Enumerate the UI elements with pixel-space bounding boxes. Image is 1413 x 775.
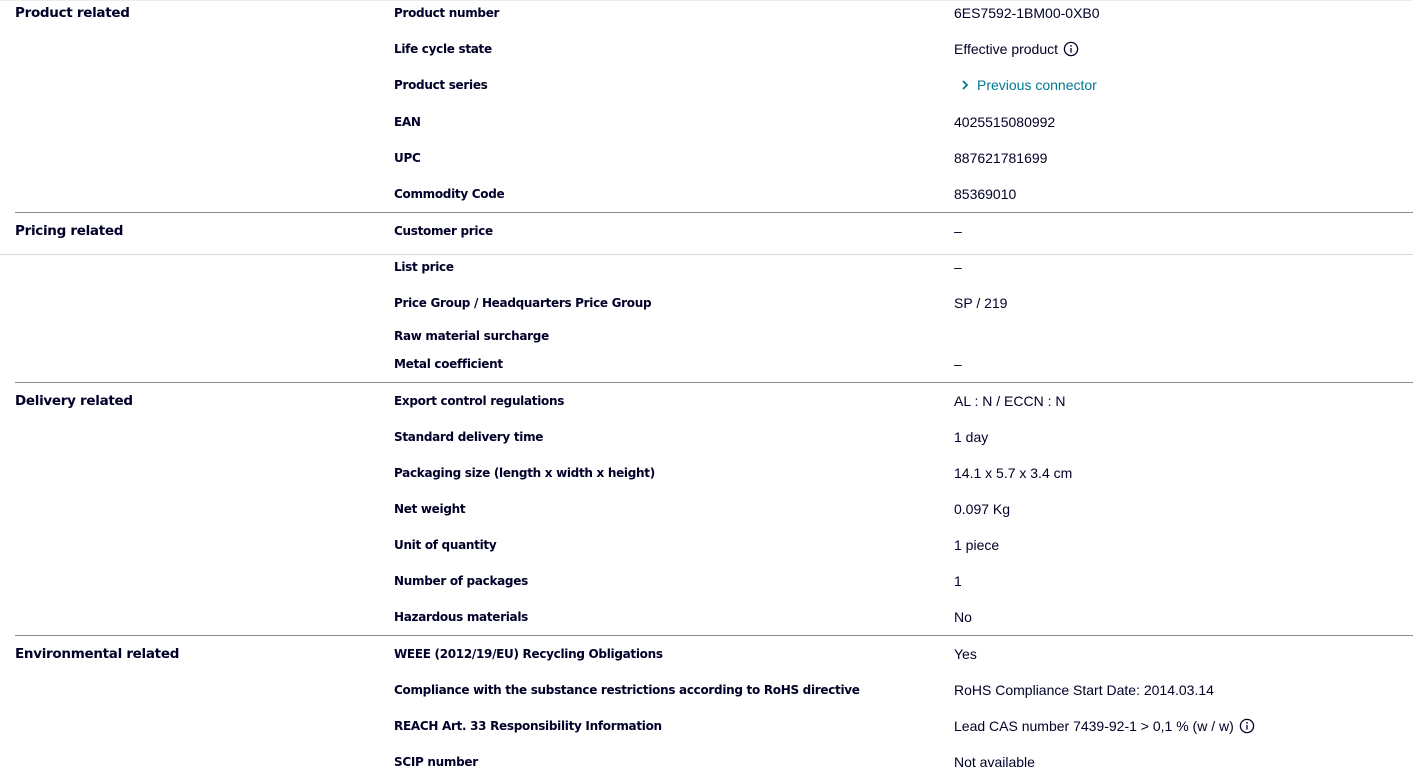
value-life-cycle-state — [954, 40, 1079, 58]
label-export-control: Export control regulations — [394, 394, 565, 408]
label-price-group: Price Group / Headquarters Price Group — [394, 296, 652, 310]
label-metal-coefficient: Metal coefficient — [394, 357, 503, 371]
label-unit-of-quantity: Unit of quantity — [394, 538, 497, 552]
label-product-series: Product series — [394, 78, 488, 92]
section-title-product: Product related — [15, 5, 130, 21]
label-scip-number: SCIP number — [394, 755, 478, 769]
label-commodity-code: Commodity Code — [394, 187, 505, 201]
label-number-of-packages: Number of packages — [394, 574, 528, 588]
label-hazardous-materials: Hazardous materials — [394, 610, 528, 624]
value-ean: 4025515080992 — [954, 114, 1056, 130]
value-price-group: SP / 219 — [954, 295, 1008, 311]
value-customer-price: – — [954, 223, 962, 239]
section-title-delivery: Delivery related — [15, 393, 133, 409]
value-list-price: – — [954, 259, 962, 275]
label-product-number: Product number — [394, 6, 500, 20]
section-divider — [15, 212, 1413, 213]
value-upc: 887621781699 — [954, 150, 1048, 166]
chevron-right-icon — [960, 79, 970, 91]
section-divider — [15, 382, 1413, 383]
label-weee: WEEE (2012/19/EU) Recycling Obligations — [394, 647, 663, 661]
value-export-control: AL : N / ECCN : N — [954, 393, 1066, 409]
label-reach: REACH Art. 33 Responsibility Information — [394, 719, 662, 733]
label-packaging-size: Packaging size (length x width x height) — [394, 466, 655, 480]
value-reach — [954, 717, 1255, 735]
label-delivery-time: Standard delivery time — [394, 430, 544, 444]
info-icon[interactable] — [1063, 41, 1079, 57]
row-divider — [0, 254, 1413, 255]
value-hazardous-materials: No — [954, 609, 972, 625]
label-customer-price: Customer price — [394, 224, 493, 238]
product-series-link[interactable] — [956, 76, 1097, 94]
value-product-number: 6ES7592-1BM00-0XB0 — [954, 5, 1100, 21]
label-life-cycle-state: Life cycle state — [394, 42, 492, 56]
value-metal-coefficient: – — [954, 356, 962, 372]
value-commodity-code: 85369010 — [954, 186, 1017, 202]
info-icon[interactable] — [1239, 718, 1255, 734]
value-rohs: RoHS Compliance Start Date: 2014.03.14 — [954, 682, 1214, 698]
product-series-link-text[interactable]: Previous connector — [977, 77, 1097, 93]
reach-text: Lead CAS number 7439-92-1 > 0,1 % (w / w) — [954, 718, 1234, 734]
life-cycle-state-text: Effective product — [954, 41, 1059, 57]
label-net-weight: Net weight — [394, 502, 466, 516]
label-rohs: Compliance with the substance restrictions according to RoHS directive — [394, 683, 860, 697]
value-unit-of-quantity: 1 piece — [954, 537, 1000, 553]
value-packaging-size: 14.1 x 5.7 x 3.4 cm — [954, 465, 1073, 481]
section-title-pricing: Pricing related — [15, 223, 124, 239]
value-net-weight: 0.097 Kg — [954, 501, 1011, 517]
label-ean: EAN — [394, 115, 421, 129]
label-upc: UPC — [394, 151, 421, 165]
value-delivery-time: 1 day — [954, 429, 989, 445]
section-title-environmental: Environmental related — [15, 646, 180, 662]
value-number-of-packages: 1 — [954, 573, 962, 589]
value-scip-number: Not available — [954, 754, 1035, 770]
value-weee: Yes — [954, 646, 977, 662]
label-raw-material-surcharge: Raw material surcharge — [394, 329, 549, 343]
section-divider — [15, 635, 1413, 636]
label-list-price: List price — [394, 260, 454, 274]
top-border — [0, 0, 1413, 1]
